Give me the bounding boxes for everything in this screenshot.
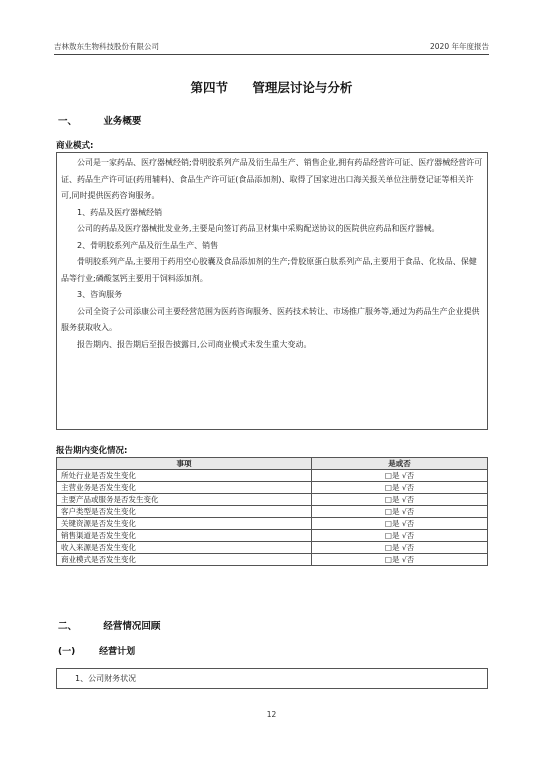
changes-table [56, 457, 488, 566]
part2-title: 经营情况回顾 [103, 621, 161, 632]
page-header [54, 41, 489, 55]
business-model-label: 商业模式: [56, 141, 94, 151]
part2-sub-title: 经营计划 [99, 647, 136, 657]
row-item: 客户类型是否发生变化 [57, 506, 312, 518]
table-row [57, 530, 488, 542]
part1-heading [58, 113, 141, 127]
table-row [57, 554, 488, 566]
part1-title: 业务概要 [103, 116, 142, 127]
bm-paragraph: 公司的药品及医疗器械批发业务,主要是向签订药品卫材集中采购配送协议的医院供应药品和医疗器械。 [77, 224, 440, 233]
table-row [57, 470, 488, 482]
table-row [57, 542, 488, 554]
header-report-title: 2020 年年度报告 [430, 42, 489, 51]
row-yesno: □是 √否 [312, 482, 488, 494]
bm-paragraph: 公司是一家药品、医疗器械经销;骨明胶系列产品及衍生品生产、销售企业,拥有药品经营许可证、医疗器械经营许可证、药品生产许可证(药用辅料)、食品生产许可证(食品添加剂)、取得了国家进出口海关报关单位注册登记证等相关许可,同时提供医药咨询服务。 [61, 158, 483, 200]
business-model-box [56, 152, 488, 430]
header-company: 吉林敖东生物科技股份有限公司 [54, 42, 159, 51]
row-item: 关键资源是否发生变化 [57, 518, 312, 530]
table-header-row [57, 458, 488, 470]
table-row [57, 506, 488, 518]
bm-paragraph: 公司全资子公司添康公司主要经营范围为医药咨询服务、医药技术转让、市场推广服务等,通过为药品生产企业提供服务获取收入。 [61, 306, 480, 332]
row-item: 主营业务是否发生变化 [57, 482, 312, 494]
section-heading: 管理层讨论与分析 [252, 80, 353, 95]
row-yesno: □是 √否 [312, 518, 488, 530]
col-header-item: 事项 [57, 458, 312, 470]
part2-sub-heading [58, 644, 135, 657]
row-yesno: □是 √否 [312, 542, 488, 554]
row-item: 主要产品或服务是否发生变化 [57, 494, 312, 506]
bm-heading-1: 1、药品及医疗器械经销 [77, 207, 163, 217]
bm-heading-2: 2、骨明胶系列产品及衍生品生产、销售 [77, 240, 219, 250]
finance-label: 1、公司财务状况 [75, 674, 137, 683]
finance-box [56, 668, 488, 689]
bm-heading-3: 3、咨询服务 [77, 290, 123, 299]
section-title [0, 78, 543, 96]
col-header-yesno: 是或否 [312, 458, 488, 470]
row-item: 销售渠道是否发生变化 [57, 530, 312, 542]
changes-label: 报告期内变化情况: [56, 446, 128, 456]
row-yesno: □是 √否 [312, 530, 488, 542]
row-yesno: □是 √否 [312, 470, 488, 482]
bm-paragraph: 骨明胶系列产品,主要用于药用空心胶囊及食品添加剂的生产;骨胶原蛋白肽系列产品,主要用于食品、化妆品、保健品等行业;磷酸氢钙主要用于饲料添加剂。 [61, 257, 477, 283]
table-row [57, 494, 488, 506]
table-row [57, 482, 488, 494]
part2-heading [58, 618, 160, 632]
bm-paragraph: 报告期内、报告期后至报告披露日,公司商业模式未发生重大变动。 [77, 339, 312, 349]
row-yesno: □是 √否 [312, 494, 488, 506]
section-number: 第四节 [190, 80, 229, 95]
row-yesno: □是 √否 [312, 554, 488, 566]
table-row [57, 518, 488, 530]
row-item: 所处行业是否发生变化 [57, 470, 312, 482]
part2-number: 二、 [58, 621, 78, 632]
row-yesno: □是 √否 [312, 506, 488, 518]
part1-number: 一、 [58, 116, 78, 127]
row-item: 收入来源是否发生变化 [57, 542, 312, 554]
row-item: 商业模式是否发生变化 [57, 554, 312, 566]
page-number: 12 [266, 710, 277, 719]
part2-sub-number: (一) [58, 647, 76, 657]
